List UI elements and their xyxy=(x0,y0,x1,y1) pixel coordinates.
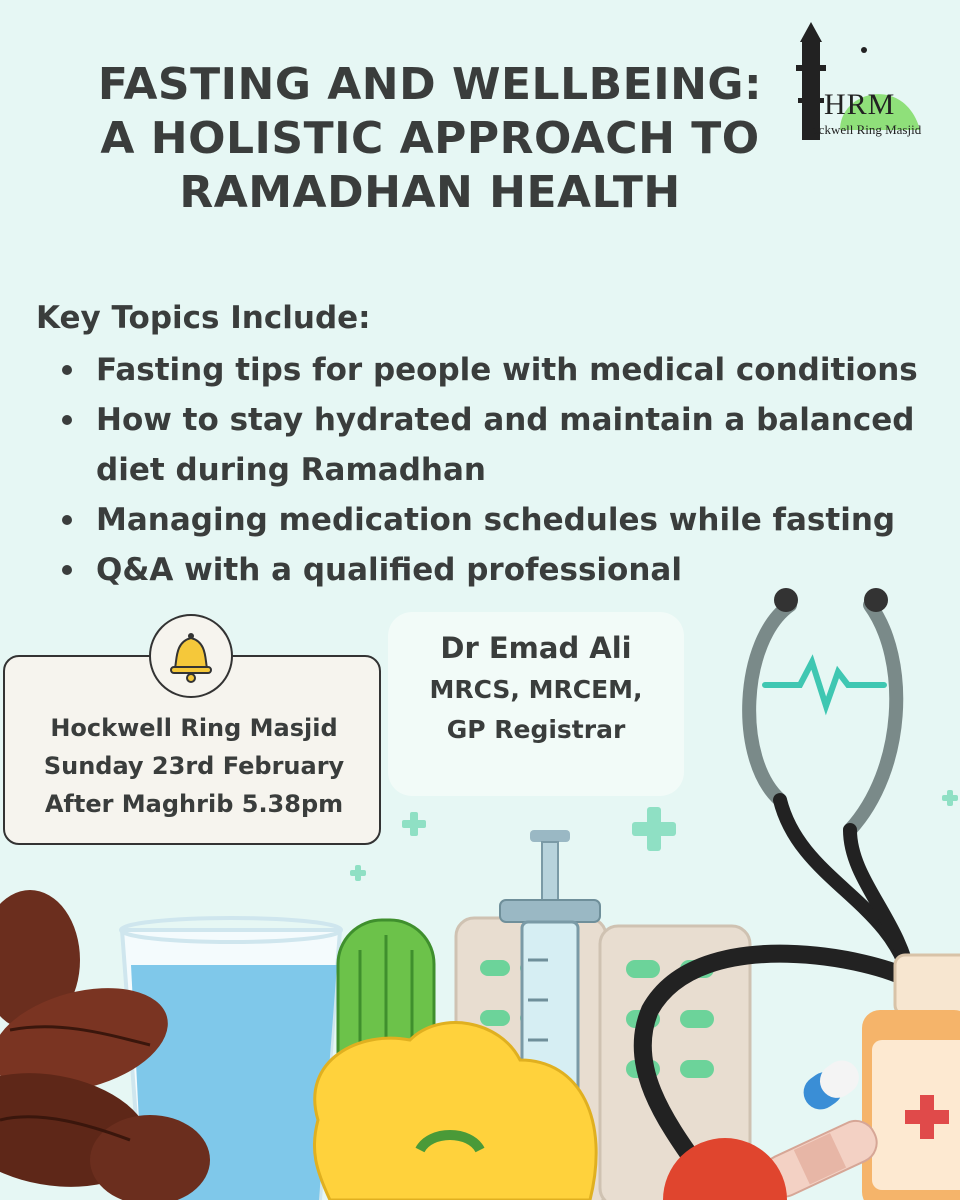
title-line: RAMADHAN HEALTH xyxy=(179,167,681,218)
medicine-bottle-icon xyxy=(862,955,960,1200)
list-item: Fasting tips for people with medical conditions xyxy=(60,345,940,395)
speaker-role: GP Registrar xyxy=(446,715,626,744)
list-item: How to stay hydrated and maintain a balanced diet during Ramadhan xyxy=(60,395,940,495)
bell-icon xyxy=(151,616,231,696)
event-date: Sunday 23rd February xyxy=(43,752,345,780)
bell-badge xyxy=(149,614,233,698)
page-title xyxy=(60,58,800,220)
list-item: Managing medication schedules while fasting xyxy=(60,495,940,545)
title-line: A HOLISTIC APPROACH TO xyxy=(100,113,760,164)
event-venue: Hockwell Ring Masjid xyxy=(50,714,338,742)
list-item: Q&A with a qualified professional xyxy=(60,545,940,595)
event-time: After Maghrib 5.38pm xyxy=(44,790,344,818)
speaker-name: Dr Emad Ali xyxy=(440,631,632,665)
topics-list xyxy=(60,345,940,595)
speaker-info xyxy=(388,626,684,750)
speaker-credentials: MRCS, MRCEM, xyxy=(429,675,643,704)
logo-name: Hockwell Ring Masjid xyxy=(802,122,922,137)
logo-initials: HRM xyxy=(824,88,896,121)
topics-heading: Key Topics Include: xyxy=(36,300,371,336)
title-line: FASTING AND WELLBEING: xyxy=(97,59,763,110)
capsule-icon xyxy=(797,1054,866,1116)
